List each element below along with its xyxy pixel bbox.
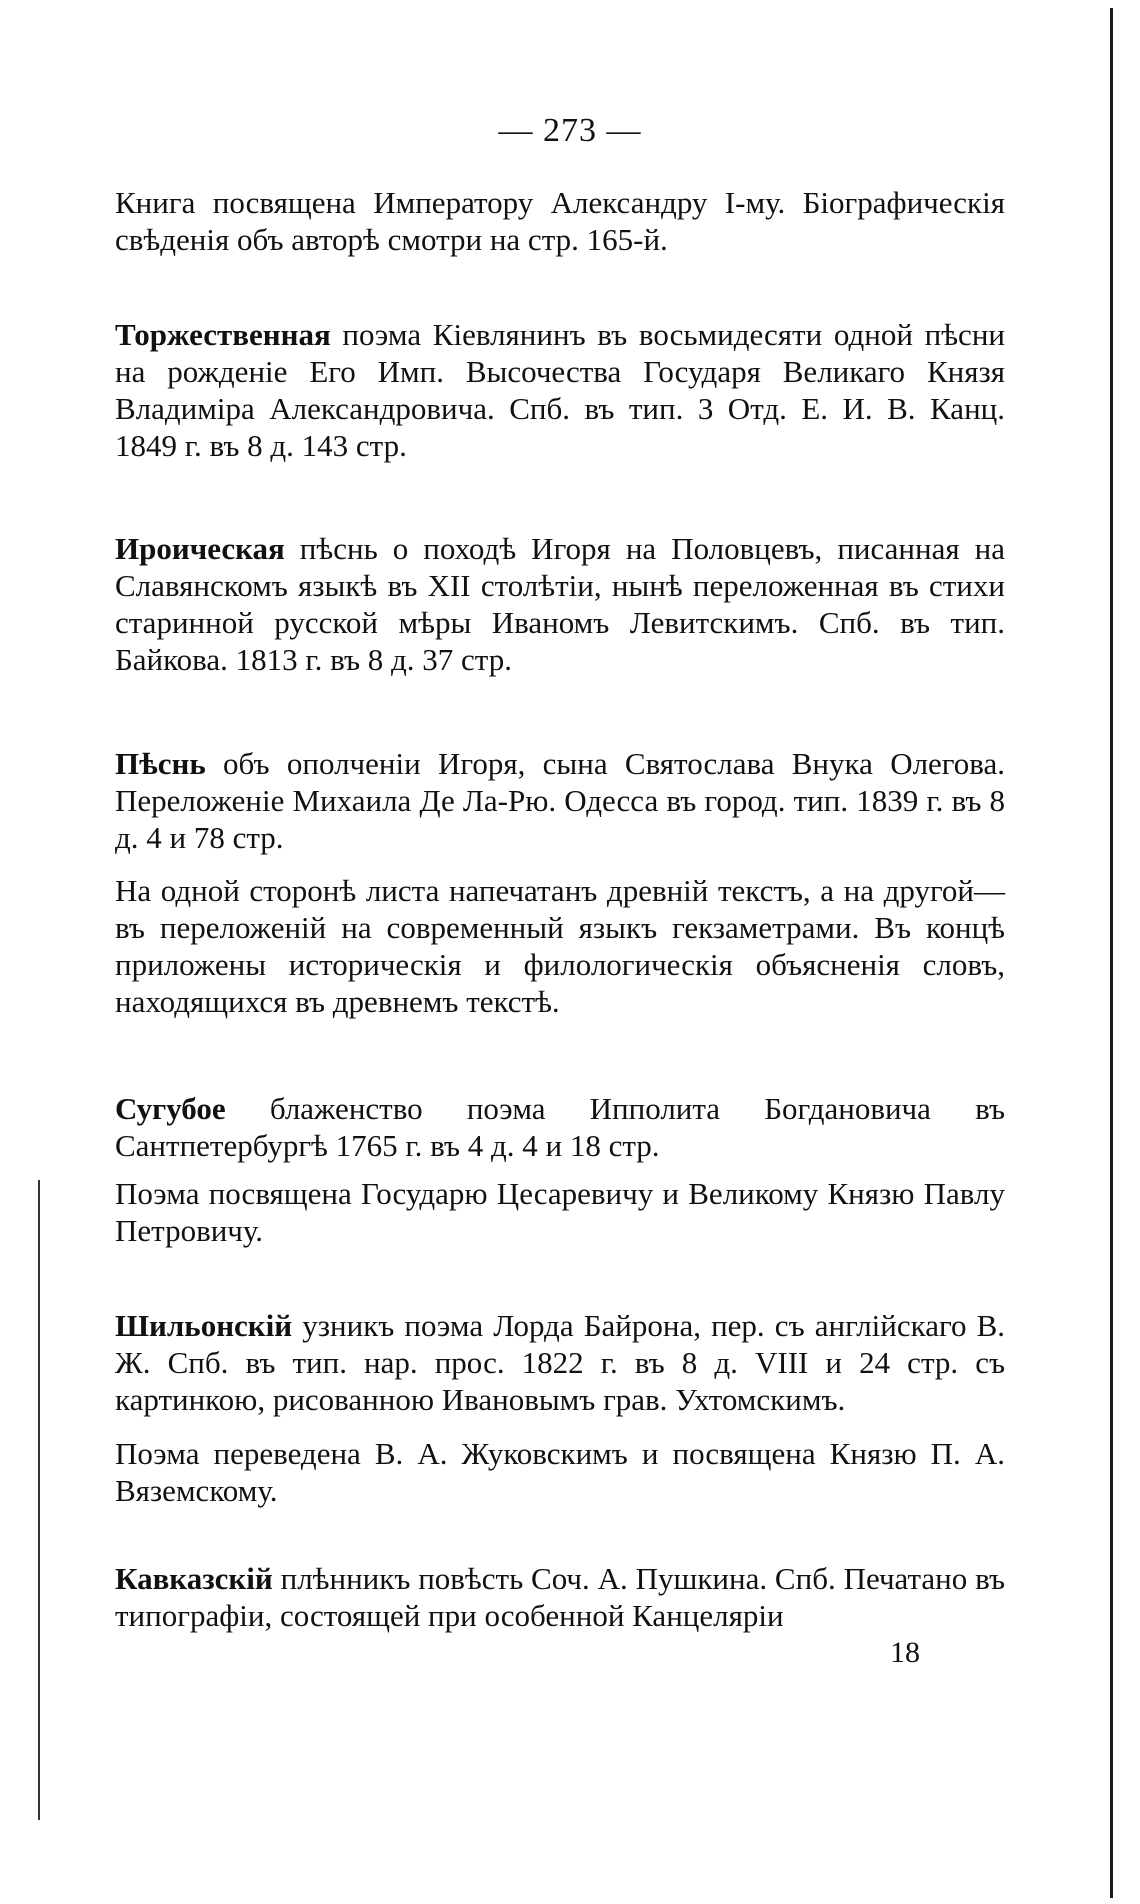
page-edge-right	[1110, 8, 1113, 1898]
entry-note	[115, 872, 1005, 1020]
entry-text: узникъ поэма Лорда Байрона, пер. съ англійскаго В. Ж. Спб. въ тип. нар. прос. 1822 г. въ 8 д. VIII и 24 стр. съ картинкою, рисованною Ивановымъ грав. Ухтомскимъ.	[115, 1308, 1005, 1417]
entry-text: Книга посвящена Императору Александру I-му. Біографическія свѣденія объ авторѣ смотри на стр. 165-й.	[115, 185, 1005, 257]
entry-text: блаженство поэма Ипполита Богдановича въ Сантпетербургѣ 1765 г. въ 4 д. 4 и 18 стр.	[115, 1091, 1005, 1163]
entry-text: пѣснь о походѣ Игоря на Половцевъ, писанная на Славянскомъ языкѣ въ XII столѣтіи, нынѣ переложенная въ стихи старинной русской мѣры Иваномъ Левитскимъ. Спб. въ тип. Байкова. 1813 г. въ 8 д. 37 стр.	[115, 531, 1005, 677]
entry-text: объ ополченіи Игоря, сына Святослава Внука Олегова. Переложеніе Михаила Де Ла-Рю. Одесса въ город. тип. 1839 г. въ 8 д. 4 и 78 стр.	[115, 746, 1005, 855]
entry-paragraph	[115, 1307, 1005, 1418]
entry-paragraph	[115, 1090, 1005, 1164]
entry-paragraph	[115, 1560, 1005, 1634]
entry-lead-word: Ироическая	[115, 531, 285, 566]
page-number: — 273 —	[498, 112, 642, 149]
entry-text: плѣнникъ повѣсть Соч. А. Пушкина. Спб. Печатано въ типографіи, состоящей при особенной Канцеляріи	[115, 1561, 1005, 1633]
entry-lead-word: Торжественная	[115, 317, 331, 352]
entry-note	[115, 1435, 1005, 1509]
entry-paragraph	[115, 184, 1005, 258]
page-edge-left	[38, 1180, 40, 1820]
entry-lead-word: Кавказскій	[115, 1561, 273, 1596]
entry-note	[115, 1175, 1005, 1249]
entry-paragraph	[115, 530, 1005, 678]
entry-text: На одной сторонѣ листа напечатанъ древній текстъ, а на другой—въ переложеній на современный языкъ гекзаметрами. Въ концѣ приложены историческія и филологическія объясненія словъ, находящихся въ древнемъ текстѣ.	[115, 873, 1005, 1019]
entry-paragraph	[115, 745, 1005, 856]
entry-lead-word: Сугубое	[115, 1091, 226, 1126]
entry-text: Поэма переведена В. А. Жуковскимъ и посвящена Князю П. А. Вяземскому.	[115, 1436, 1005, 1508]
entry-lead-word: Шильонскій	[115, 1308, 293, 1343]
entry-text: поэма Кіевлянинъ въ восьмидесяти одной пѣсни на рожденіе Его Имп. Высочества Государя Великаго Князя Владиміра Александровича. Спб. въ тип. 3 Отд. Е. И. В. Канц. 1849 г. въ 8 д. 143 стр.	[115, 317, 1005, 463]
entry-text: Поэма посвящена Государю Цесаревичу и Великому Князю Павлу Петровичу.	[115, 1176, 1005, 1248]
entry-paragraph	[115, 316, 1005, 464]
entry-lead-word: Пѣснь	[115, 746, 206, 781]
signature-mark: 18	[890, 1636, 920, 1669]
